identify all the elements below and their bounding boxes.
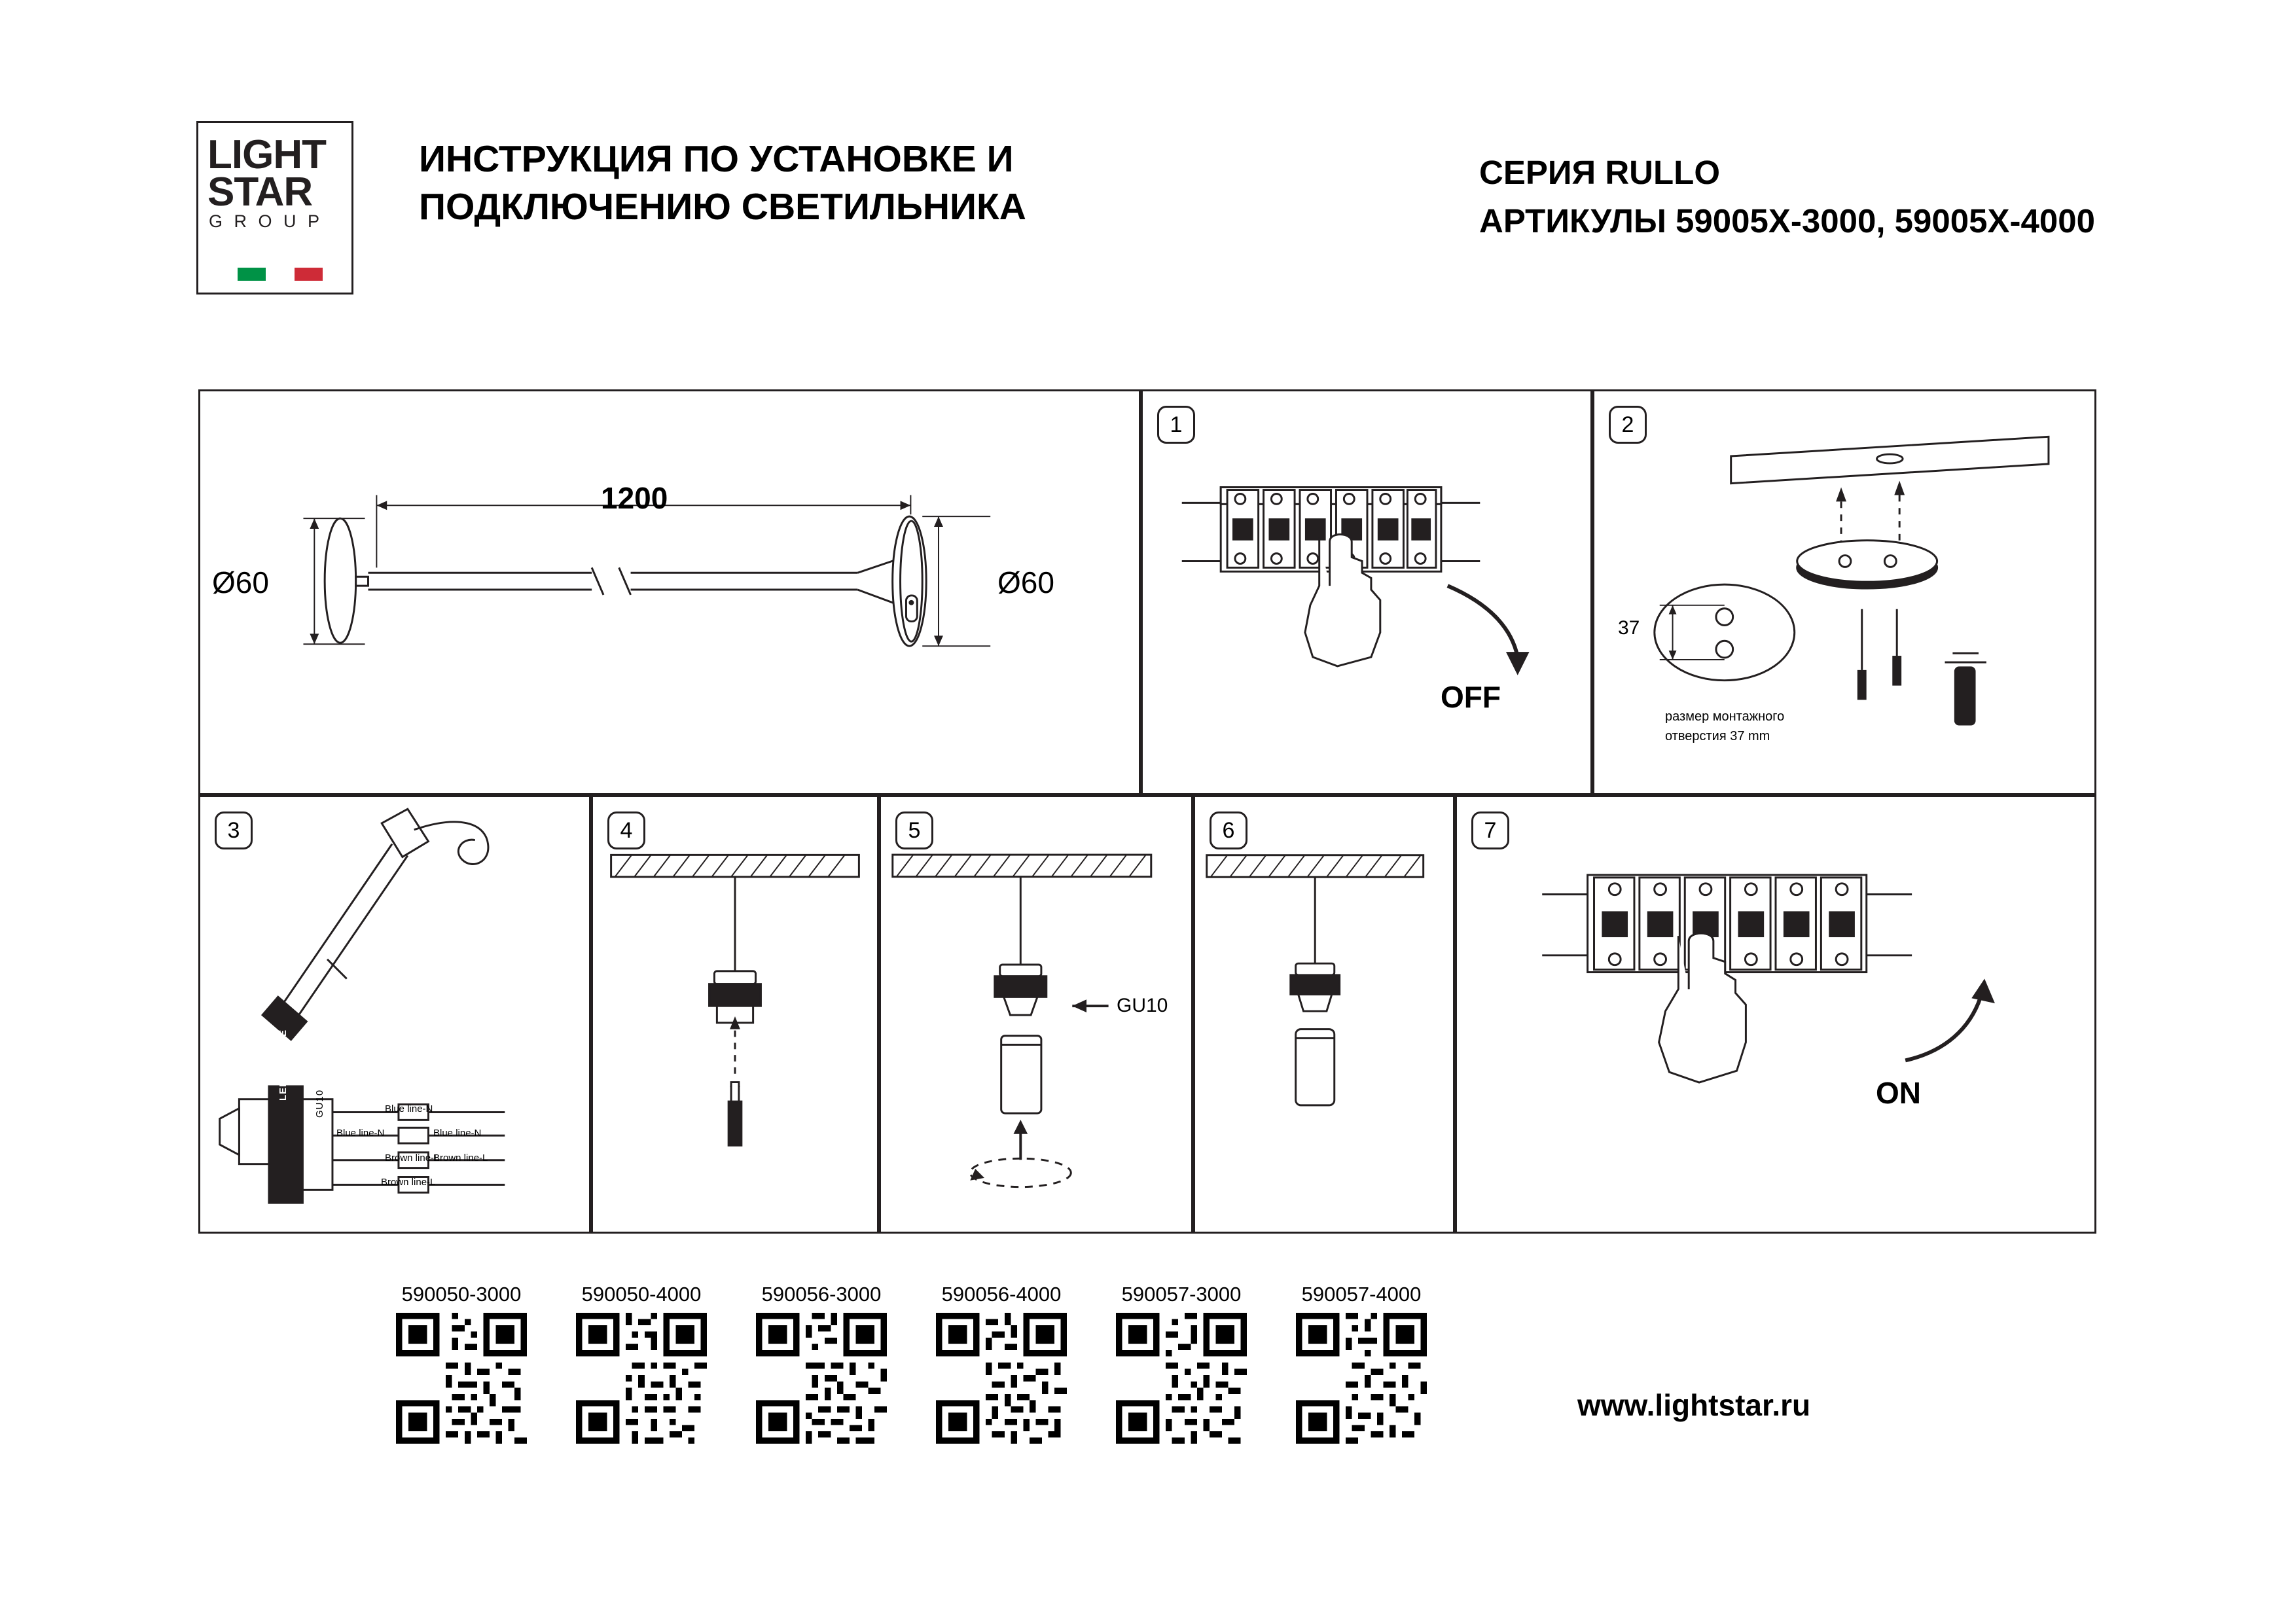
step-1-drawing xyxy=(1143,391,1590,793)
panel-step-4 xyxy=(591,795,879,1234)
label-diameter-left: Ø60 xyxy=(212,565,269,599)
italian-flag-icon xyxy=(238,268,323,281)
qr-item-5[interactable] xyxy=(1280,1283,1443,1444)
step-6-badge: 6 xyxy=(1210,812,1247,849)
qr-code-0[interactable] xyxy=(396,1313,527,1444)
qr-code-graphic-3 xyxy=(936,1313,1067,1444)
label-wire-brown-2: Brown line-L xyxy=(381,1177,436,1188)
qr-item-3[interactable] xyxy=(920,1283,1083,1444)
step-6-drawing xyxy=(1195,797,1453,1232)
qr-code-graphic-2 xyxy=(756,1313,887,1444)
qr-item-0[interactable] xyxy=(380,1283,543,1444)
qr-item-4[interactable] xyxy=(1100,1283,1263,1444)
qr-item-2[interactable] xyxy=(740,1283,903,1444)
label-mounting-hole-line2: отверстия 37 mm xyxy=(1665,729,1770,743)
label-wire-blue-2: Blue line-N xyxy=(336,1128,385,1139)
step-2-badge: 2 xyxy=(1609,406,1647,444)
qr-caption-2: 590056-3000 xyxy=(761,1283,882,1306)
label-wire-blue-1: Blue line-N xyxy=(385,1103,433,1115)
panel-step-3 xyxy=(198,795,591,1234)
panel-step-6 xyxy=(1193,795,1455,1234)
label-mounting-hole-line1: размер монтажного xyxy=(1665,709,1785,724)
panel-product-dimensions xyxy=(198,389,1141,795)
logo-line-1: LIGHT xyxy=(207,132,326,177)
website-url[interactable]: www.lightstar.ru xyxy=(1577,1388,1811,1422)
step-1-badge: 1 xyxy=(1157,406,1195,444)
qr-caption-5: 590057-4000 xyxy=(1301,1283,1422,1306)
qr-code-graphic-5 xyxy=(1296,1313,1427,1444)
logo-text xyxy=(207,132,346,232)
series-articles: АРТИКУЛЫ 59005X-3000, 59005X-4000 xyxy=(1479,202,2095,240)
page-footer xyxy=(196,1283,2127,1505)
label-length: 1200 xyxy=(601,481,668,515)
logo-line-3: G R O U P xyxy=(209,211,323,232)
step-4-drawing xyxy=(593,797,877,1232)
title-line-2: ПОДКЛЮЧЕНИЮ СВЕТИЛЬНИКА xyxy=(419,185,1026,228)
qr-caption-3: 590056-4000 xyxy=(941,1283,1062,1306)
qr-code-graphic-0 xyxy=(396,1313,527,1444)
qr-code-2[interactable] xyxy=(756,1313,887,1444)
label-off: OFF xyxy=(1441,680,1501,714)
label-wire-brown-out: Brown line-L xyxy=(433,1152,488,1164)
qr-caption-1: 590050-4000 xyxy=(581,1283,702,1306)
qr-item-1[interactable] xyxy=(560,1283,723,1444)
step-5-badge: 5 xyxy=(895,812,933,849)
series-info xyxy=(1479,149,2265,245)
page-header xyxy=(196,121,2127,311)
label-diameter-right: Ø60 xyxy=(997,565,1054,599)
qr-caption-0: 590050-3000 xyxy=(401,1283,522,1306)
panel-step-2 xyxy=(1592,389,2096,795)
qr-code-graphic-4 xyxy=(1116,1313,1247,1444)
qr-code-4[interactable] xyxy=(1116,1313,1247,1444)
logo-line-2: STAR xyxy=(207,169,313,215)
qr-code-5[interactable] xyxy=(1296,1313,1427,1444)
brand-logo xyxy=(196,121,353,294)
step-7-drawing xyxy=(1457,797,2094,1232)
panel-step-1 xyxy=(1141,389,1592,795)
label-gu10-socket: GU10 xyxy=(314,1089,325,1118)
document-title xyxy=(419,135,1270,231)
step-7-badge: 7 xyxy=(1471,812,1509,849)
qr-code-3[interactable] xyxy=(936,1313,1067,1444)
qr-code-1[interactable] xyxy=(576,1313,707,1444)
step-4-badge: 4 xyxy=(607,812,645,849)
qr-code-graphic-1 xyxy=(576,1313,707,1444)
label-gu10-lamp: GU10 xyxy=(1117,995,1168,1016)
label-wire-brown-1: Brown line-L xyxy=(385,1152,440,1164)
label-led-module: LED MODULE xyxy=(278,1029,289,1101)
label-wire-blue-out: Blue line-N xyxy=(433,1128,482,1139)
step-3-badge: 3 xyxy=(215,812,253,849)
label-mounting-diameter: 37 xyxy=(1618,617,1640,639)
label-on: ON xyxy=(1876,1076,1921,1110)
qr-caption-4: 590057-3000 xyxy=(1121,1283,1242,1306)
title-line-1: ИНСТРУКЦИЯ ПО УСТАНОВКЕ И xyxy=(419,138,1014,180)
step-3-drawing xyxy=(200,797,589,1232)
series-name: СЕРИЯ RULLO xyxy=(1479,154,1720,191)
panel-step-7 xyxy=(1455,795,2096,1234)
panel-step-5 xyxy=(879,795,1193,1234)
instruction-panels xyxy=(198,389,2096,1234)
